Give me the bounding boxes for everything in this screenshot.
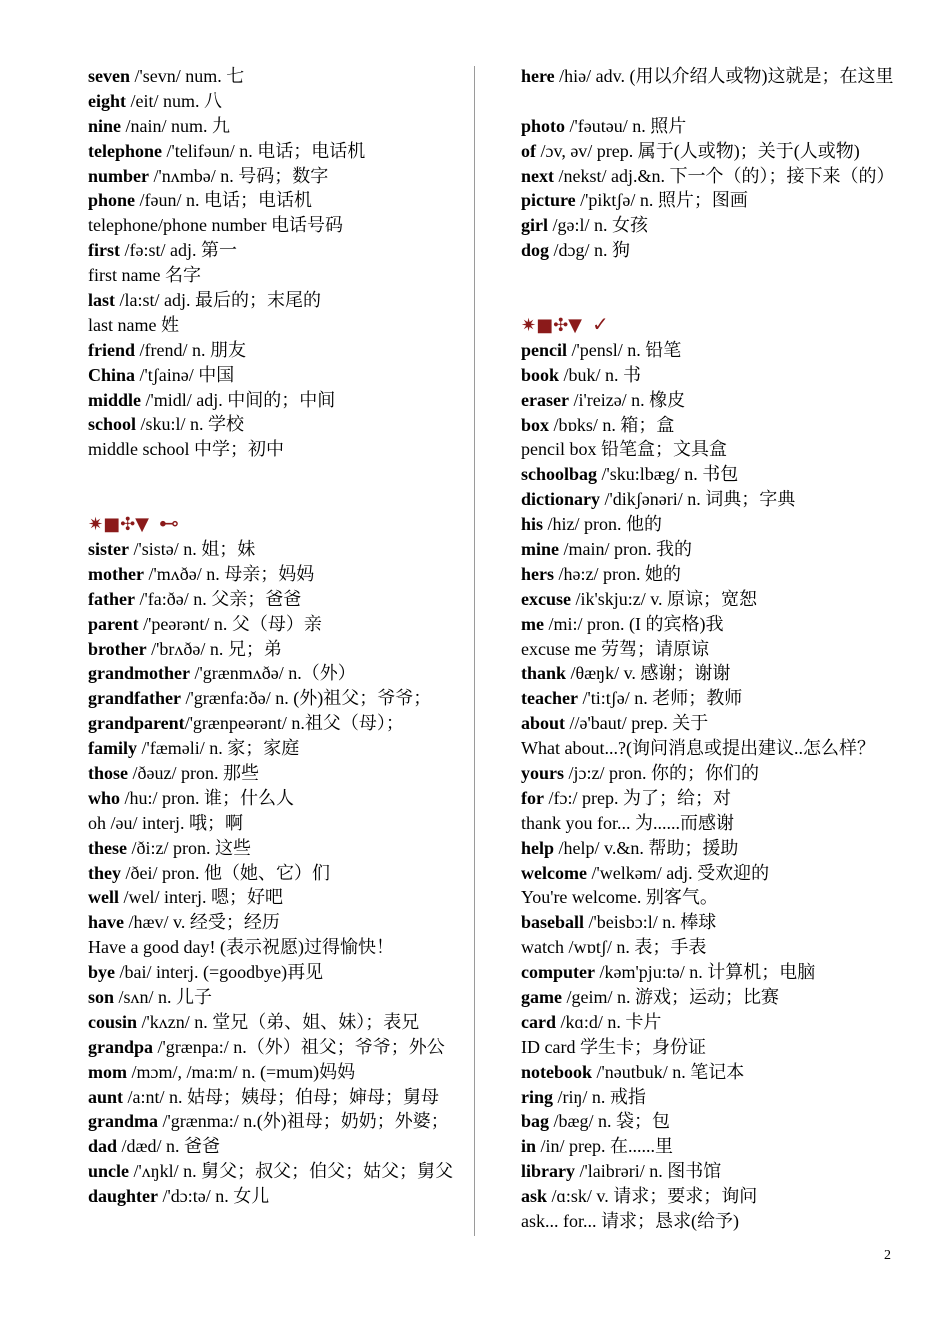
vocab-entry	[521, 1109, 901, 1134]
definition: /bɒks/ n. 箱；盒	[549, 414, 675, 435]
headword: brother	[88, 638, 147, 659]
vocab-entry	[88, 263, 460, 288]
headword: nine	[88, 115, 122, 136]
headword: about	[521, 713, 566, 734]
headword: these	[88, 837, 127, 858]
headword: seven	[88, 66, 130, 86]
headword: first	[88, 240, 120, 261]
vocab-entry	[521, 537, 901, 562]
headword: last	[88, 290, 115, 311]
headword: bag	[521, 1111, 550, 1132]
headword: dad	[88, 1136, 118, 1157]
headword: mine	[521, 538, 559, 559]
vocab-entry	[521, 1035, 901, 1060]
vocab-entry	[88, 1010, 460, 1035]
headword: in	[521, 1136, 537, 1157]
definition: /riŋ/ n. 戒指	[553, 1086, 646, 1107]
vocab-entry	[88, 1060, 460, 1085]
headword: cousin	[88, 1011, 138, 1032]
vocab-entry	[521, 388, 901, 413]
vocab-entry	[88, 861, 460, 886]
headword: those	[88, 762, 128, 783]
definition: /main/ pron. 我的	[559, 538, 692, 559]
vocab-entry	[88, 786, 460, 811]
vocab-entry	[521, 1209, 901, 1234]
vocab-entry	[88, 1035, 460, 1060]
definition: /'grænpa:/ n.（外）祖父；爷爷；外公	[153, 1036, 445, 1057]
vocab-entry	[521, 487, 901, 512]
headword: baseball	[521, 912, 585, 933]
vocab-entry	[88, 562, 460, 587]
vocab-entry	[521, 885, 901, 910]
definition: thank you for... 为......而感谢	[521, 812, 734, 833]
vocab-entry	[521, 985, 901, 1010]
headword: hers	[521, 563, 554, 584]
definition: /'fəutəu/ n. 照片	[565, 115, 687, 136]
vocab-entry	[521, 462, 901, 487]
definition: /'dɔ:tə/ n. 女儿	[158, 1186, 270, 1207]
headword: picture	[521, 190, 576, 211]
vocab-entry	[88, 412, 460, 437]
vocab-entry	[88, 313, 460, 338]
definition: /'telifəun/ n. 电话；电话机	[162, 140, 366, 161]
definition: /ði:z/ pron. 这些	[127, 837, 251, 858]
vocab-entry	[521, 1010, 901, 1035]
definition: /jɔ:z/ pron. 你的；你们的	[564, 762, 759, 783]
vocab-entry	[88, 213, 460, 238]
vocab-entry	[521, 612, 901, 637]
headword: dictionary	[521, 489, 600, 510]
definition: /nekst/ adj.&n. 下一个（的）；接下来（的）	[554, 165, 895, 186]
section-heading	[521, 288, 901, 338]
definition: /'sku:lbæg/ n. 书包	[597, 464, 739, 485]
vocab-entry	[521, 836, 901, 861]
definition: /'ti:tʃə/ n. 老师；教师	[577, 688, 743, 709]
definition: /'grænfa:ðə/ n. (外)祖父；爷爷；	[181, 688, 432, 709]
vocab-entry	[521, 1134, 901, 1159]
vocab-entry	[88, 238, 460, 263]
vocab-entry	[88, 836, 460, 861]
vocab-entry	[521, 238, 901, 263]
vocab-entry	[88, 114, 460, 139]
definition: /gə:l/ n. 女孩	[548, 215, 648, 236]
definition: /ðei/ pron. 他（她、它）们	[121, 862, 330, 883]
vocab-entry	[521, 587, 901, 612]
definition: /hæv/ v. 经受；经历	[124, 912, 280, 933]
definition: /ɑ:sk/ v. 请求；要求；询问	[547, 1186, 758, 1207]
vocab-entry	[521, 562, 901, 587]
headword: mom	[88, 1061, 127, 1082]
headword: pencil	[521, 339, 568, 360]
definition: //ə'baut/ prep. 关于	[565, 713, 709, 734]
definition: You're welcome. 别客气。	[521, 887, 718, 908]
definition: telephone/phone number 电话号码	[88, 215, 343, 236]
definition: /'pensl/ n. 铅笔	[567, 339, 682, 360]
definition: watch /wɒtʃ/ n. 表；手表	[521, 937, 707, 958]
vocab-list	[88, 64, 460, 462]
definition: /kəm'pju:tə/ n. 计算机；电脑	[594, 962, 816, 983]
vocab-entry	[88, 1159, 460, 1184]
vocab-list	[521, 114, 901, 263]
section-ornament-icon: ✷■✣▼	[88, 513, 150, 535]
vocab-entry	[521, 686, 901, 711]
vocab-entry	[521, 811, 901, 836]
vocab-entry	[521, 512, 901, 537]
headword: teacher	[521, 688, 578, 709]
definition: /fɔ:/ prep. 为了；给；对	[543, 787, 731, 808]
vocab-entry	[521, 164, 901, 189]
vocab-entry	[88, 637, 460, 662]
definition: What about...?(询问消息或提出建议..怎么样？	[521, 738, 875, 759]
headword: sister	[88, 538, 129, 559]
vocab-entry	[521, 935, 901, 960]
vocab-entry	[88, 338, 460, 363]
headword: thank	[521, 663, 567, 684]
vocab-entry	[521, 910, 901, 935]
definition: middle school 中学；初中	[88, 439, 284, 460]
vocab-entry	[521, 711, 901, 736]
vocab-entry	[521, 413, 901, 438]
vocab-entry	[521, 213, 901, 238]
headword: who	[88, 787, 121, 808]
vocab-entry	[521, 1060, 901, 1085]
right-column	[521, 64, 901, 1234]
vocab-entry	[88, 1085, 460, 1110]
vocab-entry	[521, 661, 901, 686]
definition: /in/ prep. 在......里	[536, 1136, 674, 1157]
headword: telephone	[88, 140, 162, 161]
headword: welcome	[521, 862, 587, 883]
headword: phone	[88, 190, 136, 211]
vocab-entry	[88, 89, 460, 114]
headword: have	[88, 912, 124, 933]
definition: /sʌn/ n. 儿子	[114, 986, 213, 1007]
checkmark-icon: ✓	[592, 311, 609, 336]
vocab-entry	[88, 1184, 460, 1209]
headword: grandparent	[88, 713, 185, 734]
headword: eraser	[521, 389, 569, 410]
definition: ask... for... 请求；恳求(给予)	[521, 1211, 739, 1231]
headword: friend	[88, 339, 135, 360]
definition: /mɔm/, /ma:m/ n. (=mum)妈妈	[127, 1061, 356, 1082]
definition: /fə:st/ adj. 第一	[119, 240, 237, 261]
vocab-entry	[521, 761, 901, 786]
definition: /mi:/ pron. (I 的宾格)我	[543, 613, 724, 634]
definition: /ðəuz/ pron. 那些	[128, 762, 259, 783]
headword: ring	[521, 1086, 554, 1107]
definition: /a:nt/ n. 姑母；姨母；伯母；婶母；舅母	[123, 1086, 440, 1107]
definition: excuse me 劳驾；请原谅	[521, 638, 709, 659]
headword: schoolbag	[521, 464, 598, 485]
headword: help	[521, 837, 555, 858]
headword: book	[521, 364, 560, 385]
headword: eight	[88, 90, 126, 111]
headword: China	[88, 364, 136, 385]
definition: ID card 学生卡；身份证	[521, 1036, 706, 1057]
definition: /bai/ interj. (=goodbye)再见	[115, 962, 324, 983]
definition: /kɑ:d/ n. 卡片	[556, 1011, 662, 1032]
headword: school	[88, 414, 137, 435]
definition: /'fa:ðə/ n. 父亲；爸爸	[134, 588, 302, 609]
headword: notebook	[521, 1061, 593, 1082]
vocab-entry	[521, 363, 901, 388]
section-heading	[88, 487, 460, 537]
page-number: 2	[884, 1248, 891, 1263]
definition: /'kʌzn/ n. 堂兄（弟、姐、妹）；表兄	[137, 1011, 420, 1032]
definition: /hiz/ pron. 他的	[543, 514, 663, 535]
vocab-entry	[88, 64, 460, 89]
headword: ask	[521, 1186, 548, 1207]
vocab-entry	[88, 587, 460, 612]
vocab-entry	[521, 338, 901, 363]
definition: /geim/ n. 游戏；运动；比赛	[561, 986, 779, 1007]
definition: /'tʃainə/ 中国	[135, 364, 235, 385]
vocab-entry	[88, 363, 460, 388]
headword: uncle	[88, 1161, 130, 1182]
definition: first name 名字	[88, 265, 201, 286]
definition: /'sistə/ n. 姐；妹	[128, 538, 256, 559]
headword: grandfather	[88, 688, 181, 709]
headword: father	[88, 588, 135, 609]
definition: /eit/ num. 八	[126, 90, 222, 111]
headword: number	[88, 165, 150, 186]
headword: family	[88, 738, 137, 759]
definition: /'welkəm/ adj. 受欢迎的	[586, 862, 770, 883]
vocab-list	[88, 537, 460, 1209]
definition: pencil box 铅笔盒；文具盒	[521, 439, 727, 460]
definition: /'midl/ adj. 中间的；中间	[141, 389, 336, 410]
vocab-entry	[521, 786, 901, 811]
definition: /θæŋk/ v. 感谢；谢谢	[566, 663, 731, 684]
vocab-entry	[88, 537, 460, 562]
column-divider	[474, 66, 475, 1236]
definition: /bæg/ n. 袋；包	[549, 1111, 671, 1132]
vocab-entry	[521, 1184, 901, 1209]
headword: game	[521, 986, 562, 1007]
vocab-entry	[88, 612, 460, 637]
vocab-entry	[88, 437, 460, 462]
headword: bye	[88, 962, 115, 983]
vocab-entry	[521, 736, 901, 761]
vocab-entry	[521, 960, 901, 985]
definition: /'peərənt/ n. 父（母）亲	[138, 613, 322, 634]
headword: aunt	[88, 1086, 124, 1107]
vocab-entry	[521, 1159, 901, 1184]
definition: /fəun/ n. 电话；电话机	[135, 190, 313, 211]
vocab-entry: here /hiə/ adv. (用以介绍人或物)这就是；在这里	[521, 66, 894, 86]
definition: /sku:l/ n. 学校	[136, 414, 245, 435]
headword: daughter	[88, 1186, 159, 1207]
vocab-entry	[88, 164, 460, 189]
definition: /'fæməli/ n. 家；家庭	[137, 738, 300, 759]
definition: last name 姓	[88, 314, 179, 335]
section-ornament-icon: ✷■✣▼	[521, 314, 583, 336]
vocab-entry	[88, 910, 460, 935]
headword: me	[521, 613, 544, 634]
definition: /dɔg/ n. 狗	[549, 240, 631, 261]
definition: /'nəutbuk/ n. 笔记本	[592, 1061, 745, 1082]
headword: dog	[521, 240, 550, 261]
headword: well	[88, 887, 119, 908]
headword: middle	[88, 389, 142, 410]
definition: /dæd/ n. 爸爸	[117, 1136, 221, 1157]
headword: girl	[521, 215, 548, 236]
definition: /hu:/ pron. 谁；什么人	[120, 787, 295, 808]
vocab-entry	[88, 935, 460, 960]
definition: /wel/ interj. 嗯；好吧	[119, 887, 283, 908]
vocab-entry	[88, 288, 460, 313]
vocab-entry	[88, 761, 460, 786]
headword: photo	[521, 115, 566, 136]
definition: /'dikʃənəri/ n. 词典；字典	[600, 489, 796, 510]
definition: /hə:z/ pron. 她的	[554, 563, 681, 584]
definition: /'beisbɔ:l/ n. 棒球	[584, 912, 717, 933]
definition: /ik'skju:z/ v. 原谅；宽恕	[570, 588, 758, 609]
vocab-entry	[88, 188, 460, 213]
headword: grandma	[88, 1111, 159, 1132]
definition: /'grænpeərənt/ n.祖父（母）；	[184, 713, 404, 734]
flourish-icon: ⊷	[159, 510, 180, 535]
vocab-entry	[521, 114, 901, 139]
headword: yours	[521, 762, 565, 783]
vocab-entry	[521, 139, 901, 164]
vocab-entry	[88, 885, 460, 910]
definition: /buk/ n. 书	[559, 364, 642, 385]
vocab-list	[521, 338, 901, 1234]
vocab-entry	[88, 1109, 460, 1134]
definition: Have a good day! (表示祝愿)过得愉快！	[88, 937, 394, 958]
vocab-entry	[88, 811, 460, 836]
headword: computer	[521, 962, 595, 983]
vocab-entry	[88, 139, 460, 164]
definition: /ɔv, əv/ prep. 属于(人或物)；关于(人或物)	[536, 140, 860, 161]
vocab-entry	[88, 711, 460, 736]
vocab-entry	[88, 736, 460, 761]
definition: /help/ v.&n. 帮助；援助	[554, 837, 739, 858]
vocab-entry	[521, 437, 901, 462]
definition: /'laibrəri/ n. 图书馆	[575, 1161, 722, 1182]
headword: excuse	[521, 588, 571, 609]
definition: /nain/ num. 九	[121, 115, 231, 136]
vocab-entry	[521, 1085, 901, 1110]
definition: /la:st/ adj. 最后的；末尾的	[115, 290, 321, 311]
vocab-entry	[521, 861, 901, 886]
headword: for	[521, 787, 544, 808]
vocab-entry	[88, 388, 460, 413]
definition: /'grænma:/ n.(外)祖母；奶奶；外婆；	[158, 1111, 449, 1132]
left-column	[88, 64, 460, 1209]
definition: /frend/ n. 朋友	[135, 339, 246, 360]
headword: next	[521, 165, 554, 186]
vocab-entry	[521, 637, 901, 662]
headword: mother	[88, 563, 144, 584]
headword: his	[521, 514, 544, 535]
vocab-entry	[88, 661, 460, 686]
headword: box	[521, 414, 550, 435]
headword: son	[88, 986, 115, 1007]
definition: /'mʌðə/ n. 母亲；妈妈	[143, 563, 315, 584]
vocab-entry	[521, 188, 901, 213]
headword: of	[521, 140, 536, 161]
vocab-entry	[88, 1134, 460, 1159]
definition: /'brʌðə/ n. 兄；弟	[146, 638, 282, 659]
headword: parent	[88, 613, 139, 634]
vocab-entry	[88, 985, 460, 1010]
headword: grandpa	[88, 1036, 154, 1057]
definition: /i'reizə/ n. 橡皮	[568, 389, 686, 410]
definition: /'sevn/ num. 七	[130, 66, 245, 86]
definition: /'piktʃə/ n. 照片；图画	[575, 190, 748, 211]
vocab-entry	[88, 686, 460, 711]
definition: /'grænmʌðə/ n.（外）	[190, 663, 356, 684]
vocab-entry	[88, 960, 460, 985]
headword: card	[521, 1011, 556, 1032]
headword: grandmother	[88, 663, 190, 684]
definition: /'ʌŋkl/ n. 舅父；叔父；伯父；姑父；舅父	[129, 1161, 454, 1182]
headword: they	[88, 862, 121, 883]
definition: oh /əu/ interj. 哦；啊	[88, 812, 243, 833]
headword: library	[521, 1161, 575, 1182]
definition: /'nʌmbə/ n. 号码；数字	[149, 165, 329, 186]
